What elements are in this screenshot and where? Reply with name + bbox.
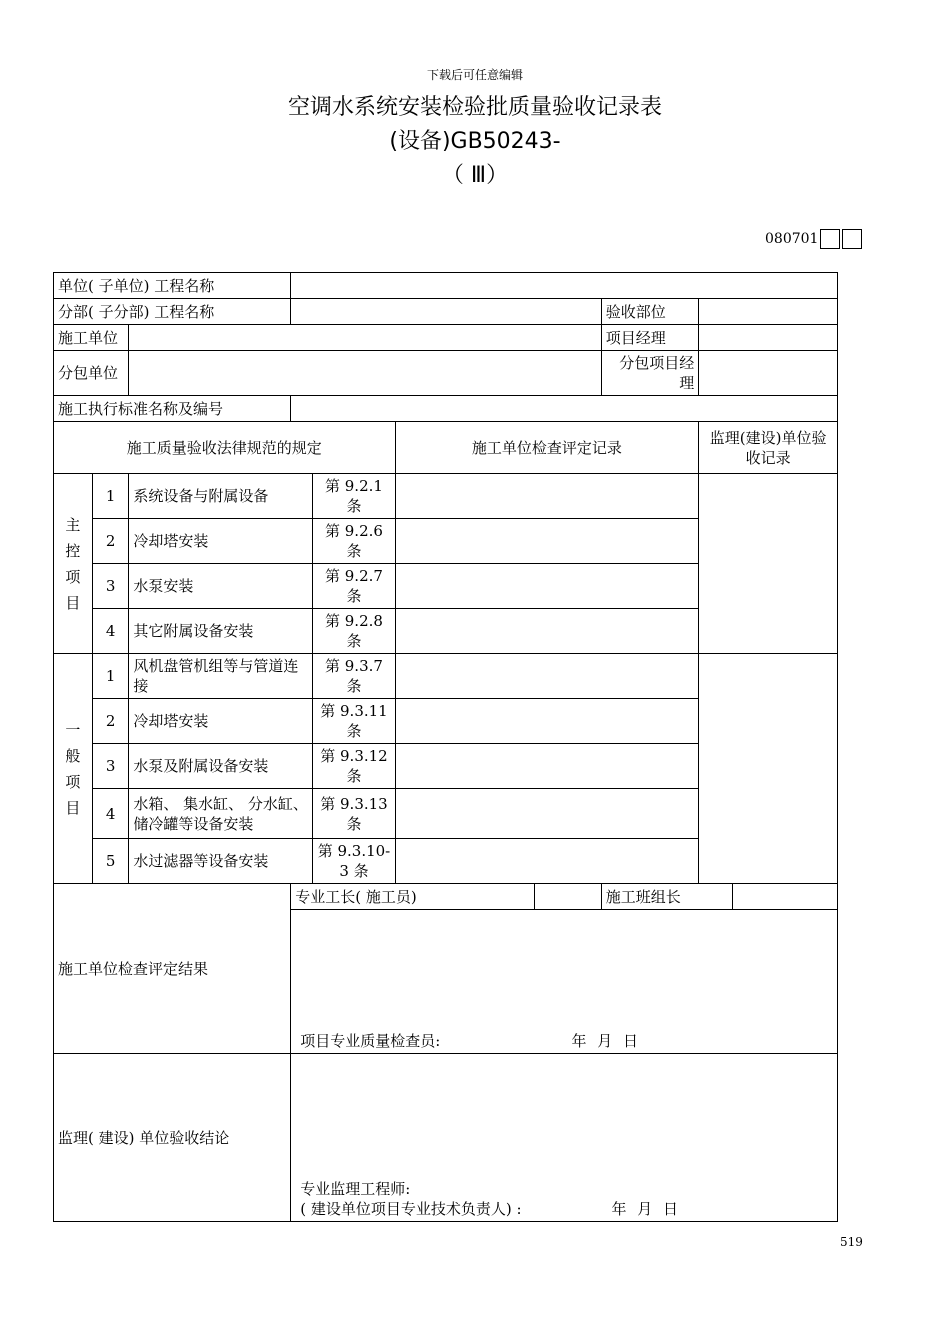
item-record[interactable] [395, 519, 699, 564]
row-conclusion [54, 1054, 838, 1222]
item-name: 水箱、 集水缸、 分水缸、储冷罐等设备安装 [129, 789, 313, 839]
item-number: 3 [92, 564, 129, 609]
code-box-1[interactable] [820, 229, 840, 249]
foreman-label: 专业工长( 施工员) [291, 884, 535, 910]
item-clause: 第 9.2.7 条 [313, 564, 395, 609]
sub-project-label: 分部( 子分部) 工程名称 [54, 299, 291, 325]
item-number: 5 [92, 839, 129, 884]
spec-header: 施工质量验收法律规范的规定 [54, 422, 396, 474]
item-name: 系统设备与附属设备 [129, 474, 313, 519]
form-title: 空调水系统安装检验批质量验收记录表 [287, 95, 662, 120]
item-number: 2 [92, 699, 129, 744]
main-items-group-label [54, 474, 93, 654]
form-part-number: （ Ⅲ） [441, 163, 509, 188]
form-code [765, 229, 862, 249]
item-record[interactable] [395, 789, 699, 839]
construction-unit-label: 施工单位 [54, 325, 129, 351]
subcontract-unit-value[interactable] [129, 351, 601, 396]
acceptance-part-value[interactable] [699, 299, 838, 325]
main-item-row [54, 474, 838, 519]
record-header: 施工单位检查评定记录 [395, 422, 699, 474]
item-clause: 第 9.3.11 条 [313, 699, 395, 744]
item-name: 冷却塔安装 [129, 519, 313, 564]
item-name: 水过滤器等设备安装 [129, 839, 313, 884]
subcontract-manager-label: 分包项目经理 [601, 351, 699, 396]
inspector-signature-line [300, 1031, 833, 1051]
group-char: 控 [65, 541, 81, 560]
item-name: 风机盘管机组等与管道连接 [129, 654, 313, 699]
row-sub-project [54, 299, 838, 325]
general-items-supervision[interactable] [699, 654, 838, 884]
row-subcontract-unit [54, 351, 838, 396]
group-char: 目 [65, 798, 81, 817]
inspector-label: 项目专业质量检查员: [300, 1032, 441, 1050]
item-record[interactable] [395, 564, 699, 609]
item-clause: 第 9.3.13 条 [313, 789, 395, 839]
row-unit-project [54, 273, 838, 299]
foreman-value[interactable] [535, 884, 602, 910]
item-clause: 第 9.3.10-3 条 [313, 839, 395, 884]
inspection-table [53, 272, 838, 1222]
item-record[interactable] [395, 609, 699, 654]
item-number: 2 [92, 519, 129, 564]
item-clause: 第 9.2.8 条 [313, 609, 395, 654]
item-record[interactable] [395, 654, 699, 699]
item-record[interactable] [395, 699, 699, 744]
engineer-label: 专业监理工程师: [300, 1180, 411, 1198]
group-char: 项 [65, 772, 81, 791]
form-subtitle: (设备)GB50243- [389, 129, 561, 154]
result-body[interactable] [291, 910, 838, 1054]
page-number: 519 [840, 1235, 863, 1249]
item-record[interactable] [395, 839, 699, 884]
item-clause: 第 9.2.6 条 [313, 519, 395, 564]
team-leader-label: 施工班组长 [601, 884, 732, 910]
group-char: 一 [65, 720, 81, 739]
result-section-label: 施工单位检查评定结果 [54, 884, 291, 1054]
code-box-2[interactable] [842, 229, 862, 249]
group-char: 项 [65, 567, 81, 586]
supervision-header: 监理(建设)单位验收记录 [699, 422, 838, 474]
standard-value[interactable] [291, 396, 838, 422]
item-name: 其它附属设备安装 [129, 609, 313, 654]
conclusion-body[interactable] [291, 1054, 838, 1222]
unit-project-value[interactable] [291, 273, 838, 299]
general-items-group-label [54, 654, 93, 884]
form-code-number: 080701 [765, 231, 819, 247]
main-items-supervision[interactable] [699, 474, 838, 654]
row-column-headers [54, 422, 838, 474]
conclusion-section-label: 监理( 建设) 单位验收结论 [54, 1054, 291, 1222]
item-clause: 第 9.2.1 条 [313, 474, 395, 519]
team-leader-value[interactable] [732, 884, 837, 910]
item-record[interactable] [395, 474, 699, 519]
row-standard [54, 396, 838, 422]
item-name: 水泵及附属设备安装 [129, 744, 313, 789]
row-construction-unit [54, 325, 838, 351]
construction-unit-value[interactable] [129, 325, 601, 351]
group-char: 般 [65, 746, 81, 765]
item-number: 4 [92, 609, 129, 654]
subcontract-manager-value[interactable] [699, 351, 838, 396]
item-number: 3 [92, 744, 129, 789]
result-date: 年 月 日 [571, 1032, 638, 1050]
group-char: 目 [65, 593, 81, 612]
item-number: 4 [92, 789, 129, 839]
item-clause: 第 9.3.7 条 [313, 654, 395, 699]
item-number: 1 [92, 654, 129, 699]
subcontract-unit-label: 分包单位 [54, 351, 129, 396]
row-foreman [54, 884, 838, 910]
item-number: 1 [92, 474, 129, 519]
group-char: 主 [65, 515, 81, 534]
owner-label: ( 建设单位项目专业技术负责人) : [300, 1200, 522, 1218]
standard-label: 施工执行标准名称及编号 [54, 396, 291, 422]
download-note: 下载后可任意编辑 [426, 68, 523, 82]
acceptance-part-label: 验收部位 [601, 299, 699, 325]
conclusion-date: 年 月 日 [611, 1200, 678, 1218]
project-manager-value[interactable] [699, 325, 838, 351]
item-record[interactable] [395, 744, 699, 789]
general-item-row [54, 654, 838, 699]
project-manager-label: 项目经理 [601, 325, 699, 351]
unit-project-label: 单位( 子单位) 工程名称 [54, 273, 291, 299]
item-name: 冷却塔安装 [129, 699, 313, 744]
sub-project-value[interactable] [291, 299, 601, 325]
item-clause: 第 9.3.12 条 [313, 744, 395, 789]
item-name: 水泵安装 [129, 564, 313, 609]
owner-signature-line [300, 1199, 833, 1219]
